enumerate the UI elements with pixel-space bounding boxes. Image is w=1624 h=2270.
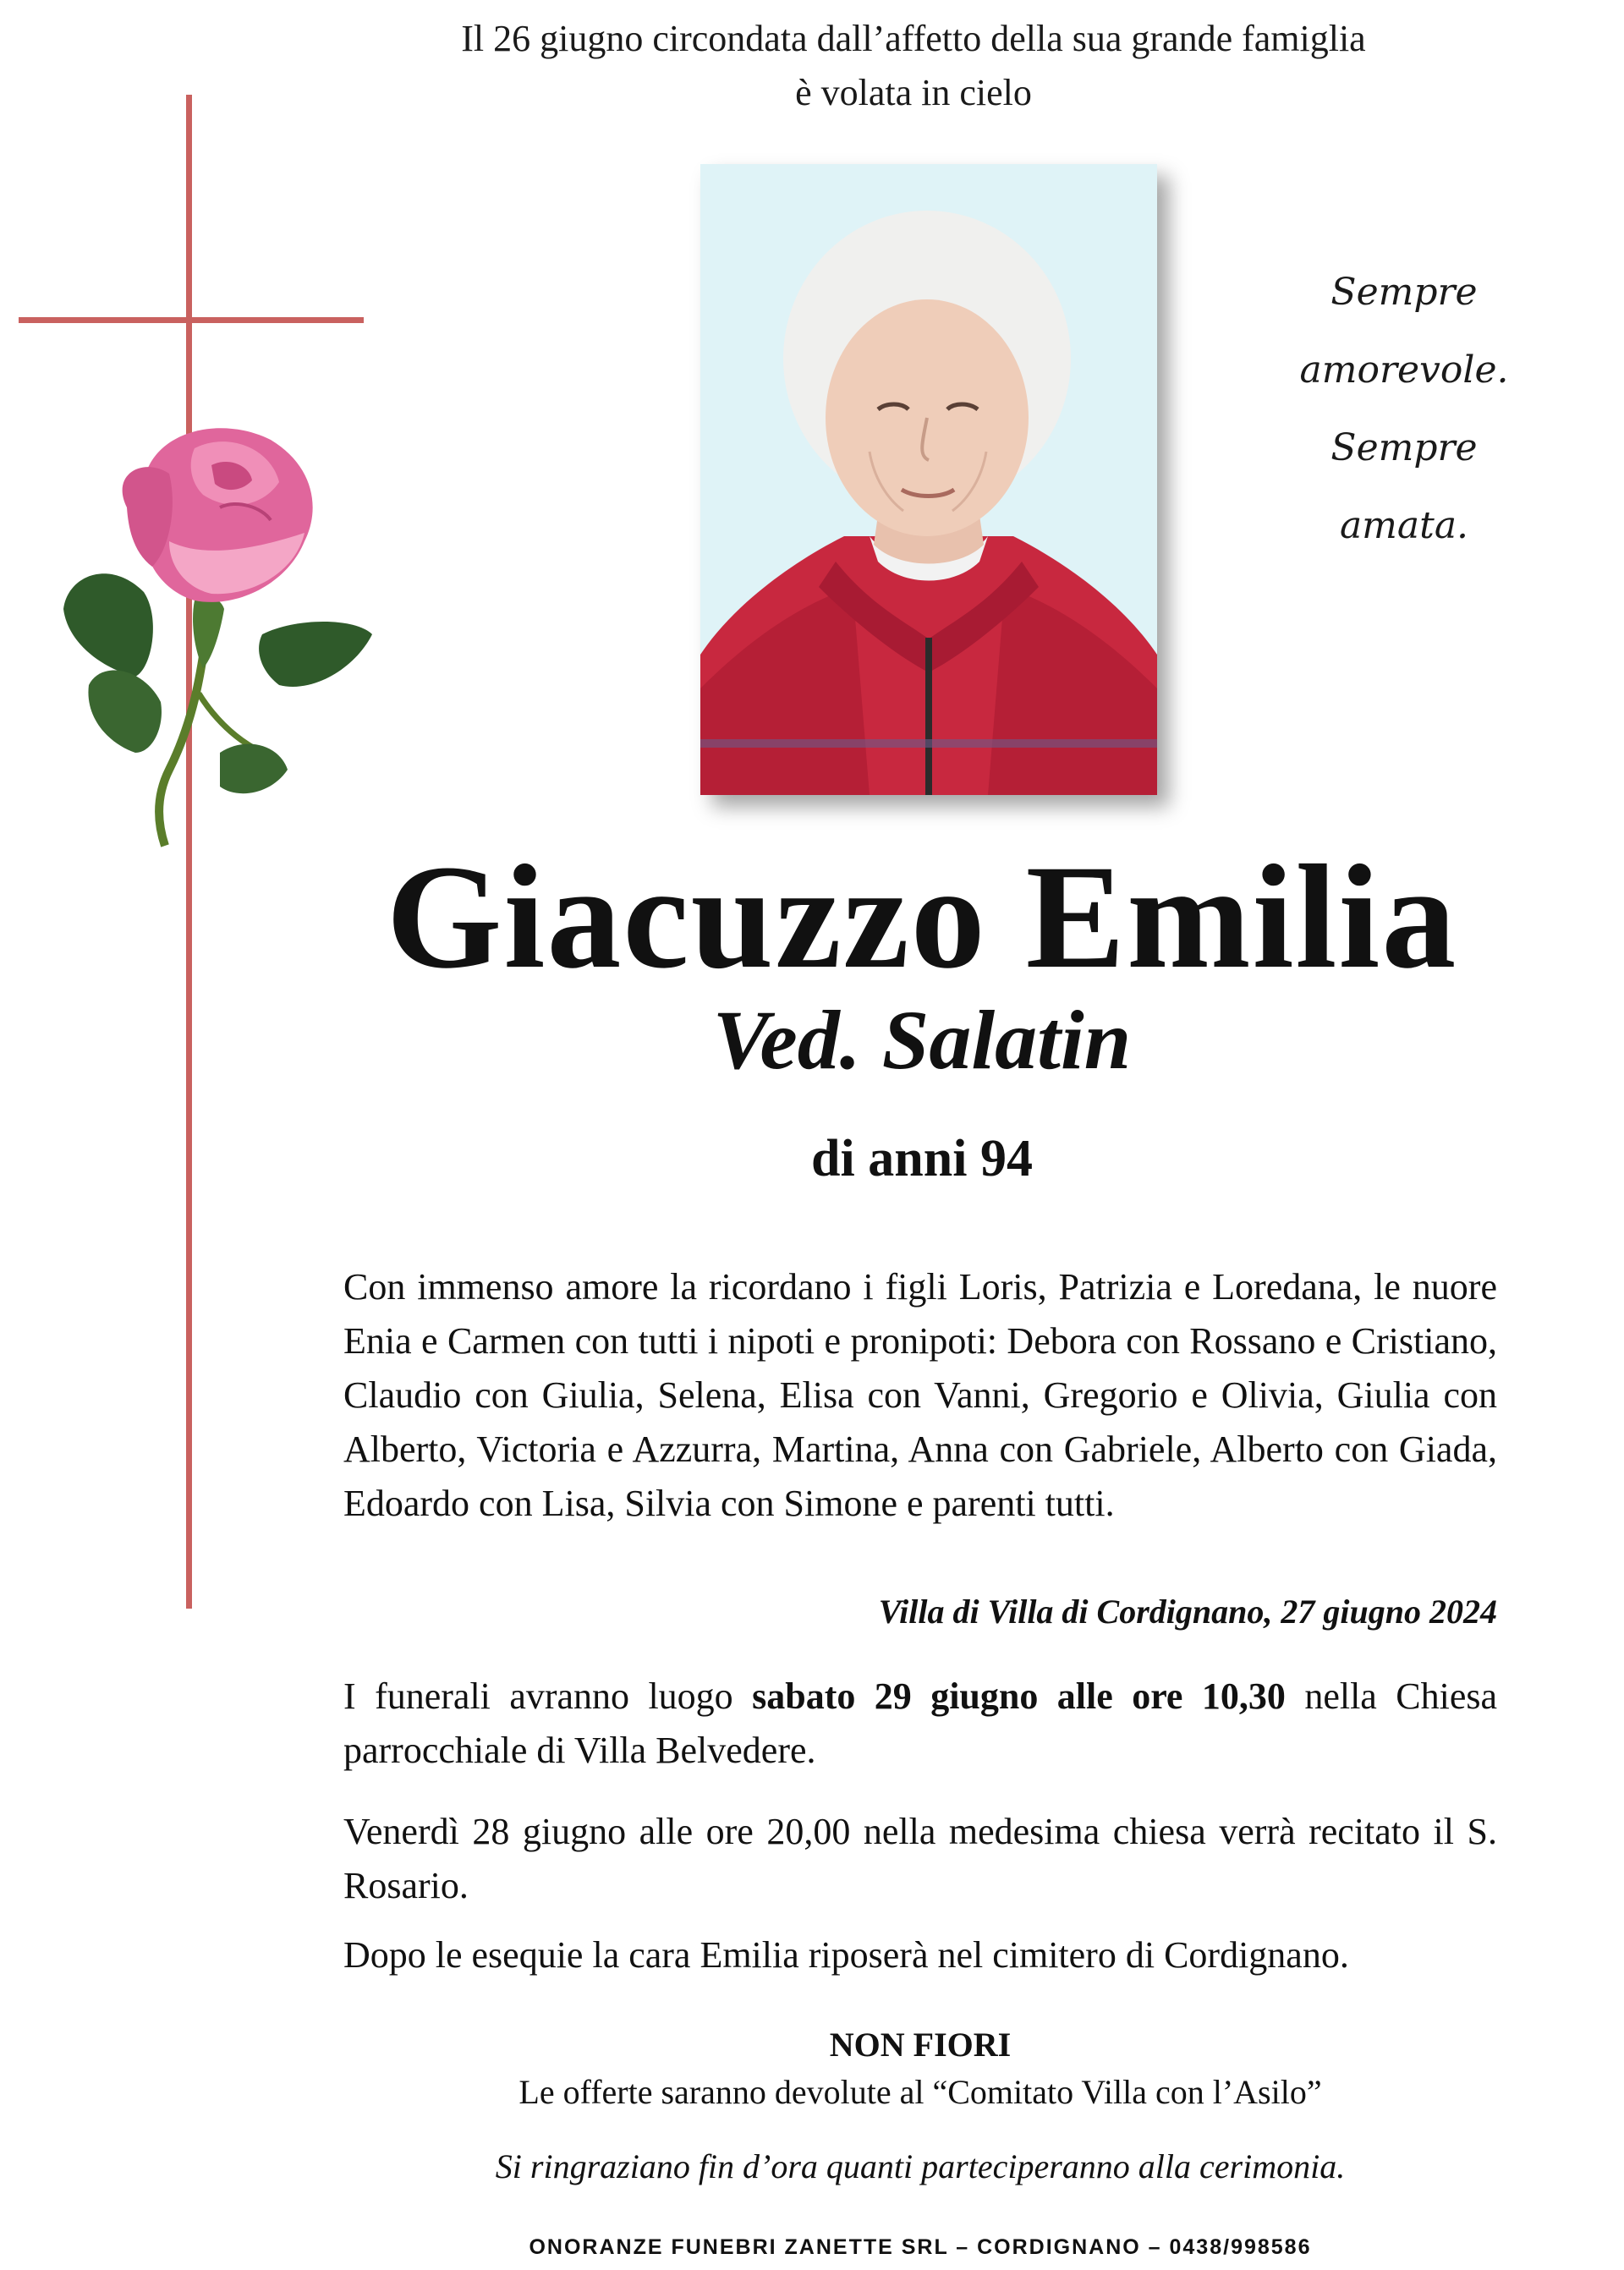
family-paragraph: Con immenso amore la ricordano i figli Loris, Patrizia e Loredana, le nuore Enia e Carmen con tutti i nipoti e pronipoti: Debora con Rossano e Cristiano, Claudio con Giulia, Selena, Elisa con Vanni, Gregorio e Olivia, Giulia con Alberto, Victoria e Azzurra, Martina, Anna con Gabriele, Alberto con Giada, Edoardo con Lisa, Silvia con Simone e parenti tutti. — [343, 1266, 1497, 1524]
side-quote — [1294, 254, 1514, 565]
no-flowers-heading: NON FIORI — [829, 2026, 1012, 2064]
portrait-photo — [700, 164, 1157, 795]
portrait-icon — [700, 164, 1157, 795]
offerings-text: Le offerte saranno devolute al “Comitato Villa con l’Asilo” — [518, 2073, 1322, 2111]
deceased-subname: Ved. Salatin — [712, 993, 1132, 1087]
quote-line-4: amata. — [1339, 504, 1469, 547]
quote-line-1: Sempre — [1330, 271, 1478, 314]
funeral-paragraph — [343, 1670, 1497, 1778]
intro-line-2: è volata in cielo — [795, 72, 1032, 113]
intro-text — [321, 12, 1506, 120]
funeral-text-before: I funerali avranno luogo — [343, 1675, 753, 1717]
funeral-date-time: sabato 29 giugno alle ore 10,30 — [752, 1675, 1286, 1717]
thanks-text: Si ringraziano fin d’ora quanti parteciperanno alla cerimonia. — [495, 2147, 1346, 2185]
deceased-age: di anni 94 — [811, 1130, 1033, 1187]
deceased-name: Giacuzzo Emilia — [386, 835, 1458, 1000]
rose-icon — [51, 414, 381, 854]
place-date: Villa di Villa di Cordignano, 27 giugno 2024 — [878, 1593, 1497, 1631]
rosary-paragraph: Venerdì 28 giugno alle ore 20,00 nella medesima chiesa verrà recitato il S. Rosario. — [343, 1811, 1497, 1906]
funeral-home-footer: ONORANZE FUNEBRI ZANETTE SRL – CORDIGNANO – 0438/998586 — [529, 2235, 1312, 2259]
cross-horizontal-bar — [19, 317, 364, 323]
quote-line-3: Sempre — [1330, 426, 1478, 469]
intro-line-1: Il 26 giugno circondata dall’affetto della sua grande famiglia — [461, 18, 1366, 59]
quote-line-2: amorevole. — [1299, 348, 1509, 392]
burial-paragraph: Dopo le esequie la cara Emilia riposerà nel cimitero di Cordignano. — [343, 1934, 1349, 1976]
funeral-text-after: nella Chiesa parrocchiale di Villa Belvedere. — [343, 1675, 1498, 1771]
